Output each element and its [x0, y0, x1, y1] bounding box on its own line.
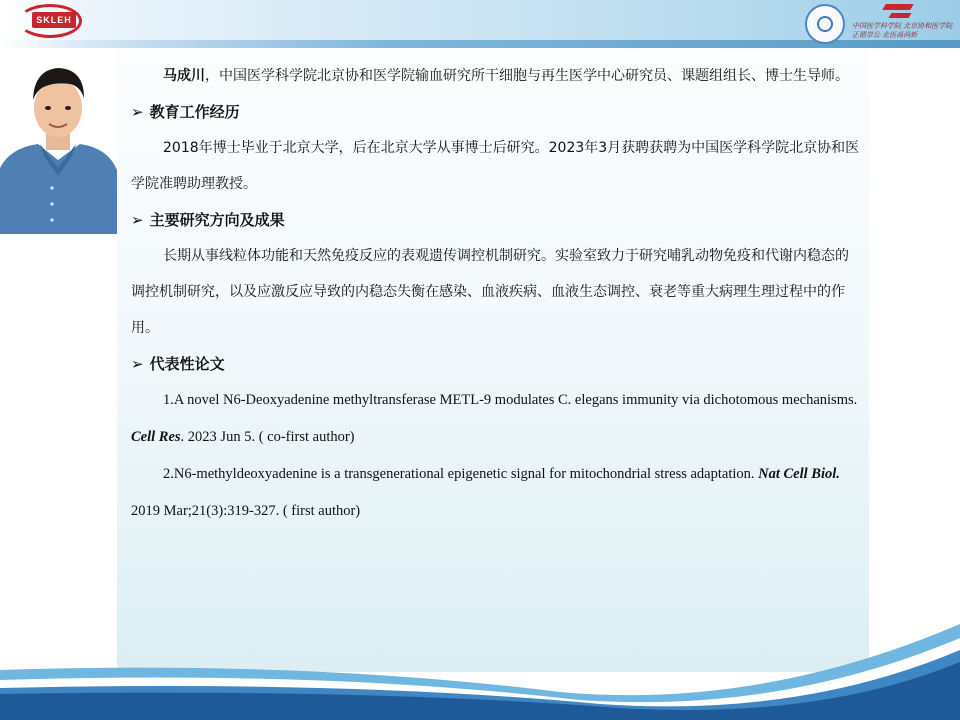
section-title: 主要研究方向及成果	[149, 211, 285, 229]
motto-line: 中国医学科学院 北京协和医学院	[852, 22, 953, 30]
paper-title: 1.A novel N6-Deoxyadenine methyltransferase METL-9 modulates C. elegans immunity via dichotomous mechanisms.	[163, 392, 858, 408]
profile-intro	[131, 58, 861, 94]
arrow-bullet-icon: ➢	[131, 103, 144, 121]
arrow-bullet-icon: ➢	[131, 211, 144, 229]
section-title: 代表性论文	[149, 355, 225, 373]
motto-line: 正德崇公 北医高尚新	[852, 31, 918, 39]
paper-journal: Cell Res	[131, 429, 181, 445]
header-motto	[852, 22, 952, 40]
skleh-logo	[18, 4, 84, 40]
logo-text: SKLEH	[32, 12, 76, 28]
profile-content	[131, 58, 861, 530]
paper-details: 2019 Mar;21(3):319-327. ( first author)	[131, 503, 361, 519]
paper-journal: Nat Cell Biol.	[758, 466, 840, 482]
education-text: 2018年博士毕业于北京大学，后在北京大学从事博士后研究。2023年3月获聘获聘为中国医学科学院北京协和医学院准聘助理教授。	[131, 140, 860, 192]
intro-text: ，中国医学科学院北京协和医学院输血研究所干细胞与再生医学中心研究员、课题组组长、博士生导师。	[205, 68, 849, 84]
paper-details: . 2023 Jun 5. ( co-first author)	[180, 429, 355, 445]
university-logo-icon	[880, 2, 916, 22]
institute-emblem-icon	[805, 4, 845, 44]
section-heading-papers	[131, 346, 861, 382]
bottom-wave-decoration	[0, 600, 960, 720]
paper-item	[131, 456, 861, 530]
section-title: 教育工作经历	[149, 103, 240, 121]
arrow-bullet-icon: ➢	[131, 355, 144, 373]
paper-title: 2.N6-methyldeoxyadenine is a transgenerational epigenetic signal for mitochondrial stress adaptation.	[163, 466, 759, 482]
paper-item	[131, 382, 861, 456]
section-heading-research	[131, 202, 861, 238]
person-name: 马成川	[163, 68, 205, 84]
portrait-photo	[0, 48, 117, 234]
section-heading-education	[131, 94, 861, 130]
research-text: 长期从事线粒体功能和天然免疫反应的表观遗传调控机制研究。实验室致力于研究哺乳动物免疫和代谢内稳态的调控机制研究，以及应激反应导致的内稳态失衡在感染、血液疾病、血液生态调控、衰老等重大病理生理过程中的作用。	[131, 248, 849, 336]
